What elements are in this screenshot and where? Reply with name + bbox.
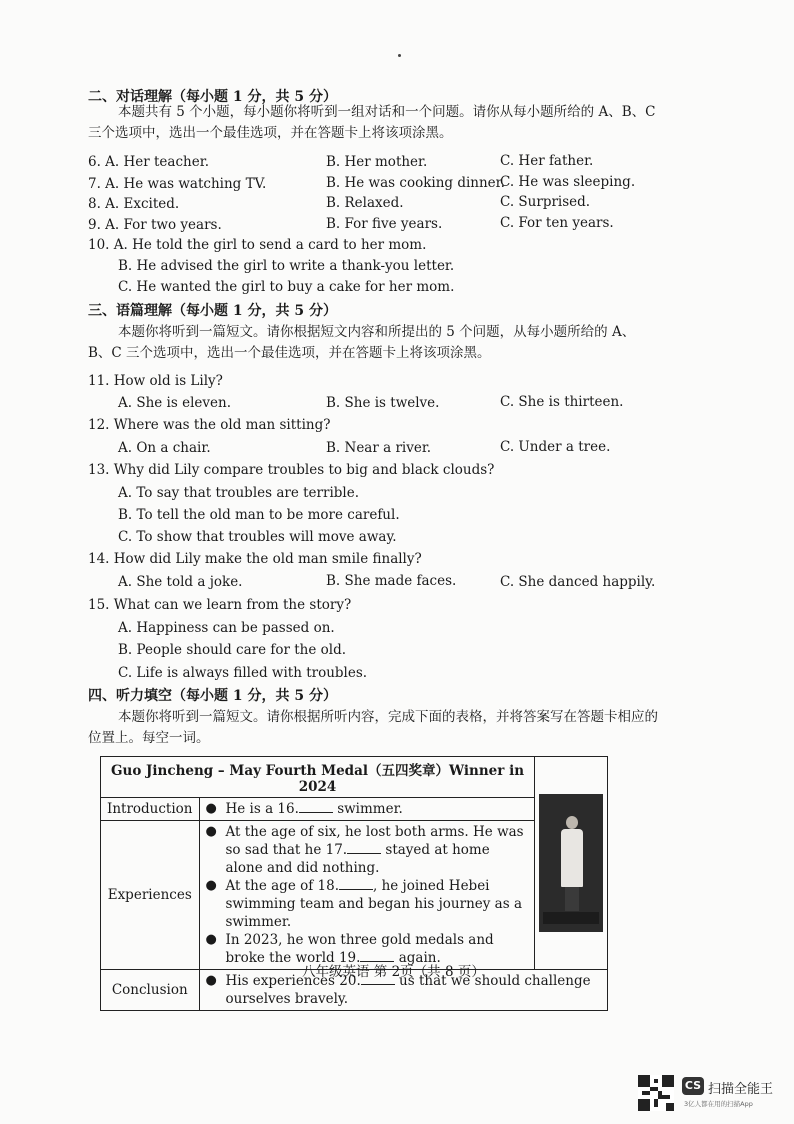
intro-content [199,798,535,821]
q12-option-b: B. Near a river. [326,440,432,456]
q6-option-a: 6. A. Her teacher. [88,154,209,170]
photo-banner [543,912,599,924]
q8-option-c: C. Surprised. [500,194,591,210]
exp-label: Experiences [101,821,200,970]
photo-person-legs [565,887,579,911]
q15-option-a: A. Happiness can be passed on. [118,620,335,636]
intro-label: Introduction [101,798,200,821]
table-row [101,798,608,821]
q12-option-a: A. On a chair. [118,440,211,456]
q14-option-a: A. She told a joke. [118,574,243,590]
intro-post: swimmer. [332,801,403,817]
intro-pre: He is a 16. [225,801,299,817]
exp2-text [226,877,529,931]
q14-stem: 14. How did Lily make the old man smile finally? [88,551,422,567]
list-item [206,823,529,877]
q11-option-a: A. She is eleven. [118,395,231,411]
q11-stem: 11. How old is Lily? [88,373,223,389]
bullet-icon: ● [205,932,217,947]
q6-option-c: C. Her father. [500,153,594,169]
q13-option-c: C. To show that troubles will move away. [118,529,397,545]
section3-title: 三、语篇理解（每小题 1 分，共 5 分） [88,303,337,319]
exp2-pre: At the age of 18. [225,878,339,894]
exp1-pre: At the age of six, he lost both arms. He was so sad that he 17. [225,824,524,858]
section4-instruction: 本题你将听到一篇短文。请你根据所听内容，完成下面的表格，并将答案写在答题卡相应的位置上。每空一词。 [88,709,658,746]
exp3-post: again. [394,950,441,966]
q9-option-a: 9. A. For two years. [88,217,222,233]
table-row [101,821,608,970]
exp1-post: stayed at home alone and did nothing. [225,842,490,876]
bullet-icon: ● [205,878,217,893]
blank-18[interactable] [339,877,373,890]
q14-option-b: B. She made faces. [326,573,457,589]
q9-option-c: C. For ten years. [500,215,614,231]
bullet-icon: ● [205,801,217,816]
winner-photo [539,794,603,932]
blank-16[interactable] [299,800,333,813]
photo-cell [535,757,608,970]
section2-title: 二、对话理解（每小题 1 分，共 5 分） [88,89,337,105]
q11-option-b: B. She is twelve. [326,395,440,411]
section4-title: 四、听力填空（每小题 1 分，共 5 分） [88,688,337,704]
q7-option-c: C. He was sleeping. [500,174,636,190]
q13-stem: 13. Why did Lily compare troubles to big and black clouds? [88,462,495,478]
list-item [206,877,529,931]
q12-option-c: C. Under a tree. [500,439,611,455]
q7-option-a: 7. A. He was watching TV. [88,176,267,192]
list-item [206,800,529,818]
q14-option-c: C. She danced happily. [500,574,656,590]
qr-code-icon [638,1075,674,1111]
q7-option-b: B. He was cooking dinner. [326,175,505,191]
q13-option-b: B. To tell the old man to be more careful. [118,507,400,523]
table-header: Guo Jincheng – May Fourth Medal（五四奖章）Winner in 2024 [101,757,535,798]
exp2-post: , he joined Hebei swimming team and began his journey as a swimmer. [225,878,522,930]
q15-stem: 15. What can we learn from the story? [88,597,352,613]
q6-option-b: B. Her mother. [326,154,428,170]
section2-instruction: 本题共有 5 个小题，每小题你将听到一组对话和一个问题。请你从每小题所给的 A、B、C 三个选项中，选出一个最佳选项，并在答题卡上将该项涂黑。 [88,104,656,141]
q8-option-b: B. Relaxed. [326,195,404,211]
blank-17[interactable] [347,841,381,854]
exp-content [199,821,535,970]
concl-label: Conclusion [101,970,200,1011]
q10-option-c: C. He wanted the girl to buy a cake for her mom. [118,279,455,295]
photo-person-body [561,829,583,887]
q13-option-a: A. To say that troubles are terrible. [118,485,360,501]
q9-option-b: B. For five years. [326,216,443,232]
q12-stem: 12. Where was the old man sitting? [88,417,331,433]
concl-post: us that we should challenge ourselves bravely. [225,973,591,1007]
q15-option-b: B. People should care for the old. [118,642,347,658]
exp1-text [226,823,529,877]
q11-option-c: C. She is thirteen. [500,394,624,410]
page-mark [398,54,401,57]
table-header-row [101,757,608,798]
q8-option-a: 8. A. Excited. [88,196,180,212]
q10-option-a: 10. A. He told the girl to send a card to her mom. [88,237,427,253]
page-footer: 八年级英语 第 2页（共 8 页） [302,964,485,980]
bullet-icon: ● [205,824,217,839]
concl-pre: His experiences 20. [225,973,361,989]
camscanner-logo: CS [682,1077,704,1095]
photo-person-head [566,816,578,829]
camscanner-name: 扫描全能王 [708,1082,774,1097]
intro-text [226,800,403,818]
q15-option-c: C. Life is always filled with troubles. [118,665,368,681]
q10-option-b: B. He advised the girl to write a thank-you letter. [118,258,455,274]
exp3-pre: In 2023, he won three gold medals and broke the world 19. [225,932,494,966]
bullet-icon: ● [205,973,217,988]
section3-instruction: 本题你将听到一篇短文。请你根据短文内容和所提出的 5 个问题，从每小题所给的 A、B、C 三个选项中，选出一个最佳选项，并在答题卡上将该项涂黑。 [88,324,636,361]
camscanner-tagline: 3亿人都在用的扫描App [684,1100,753,1108]
